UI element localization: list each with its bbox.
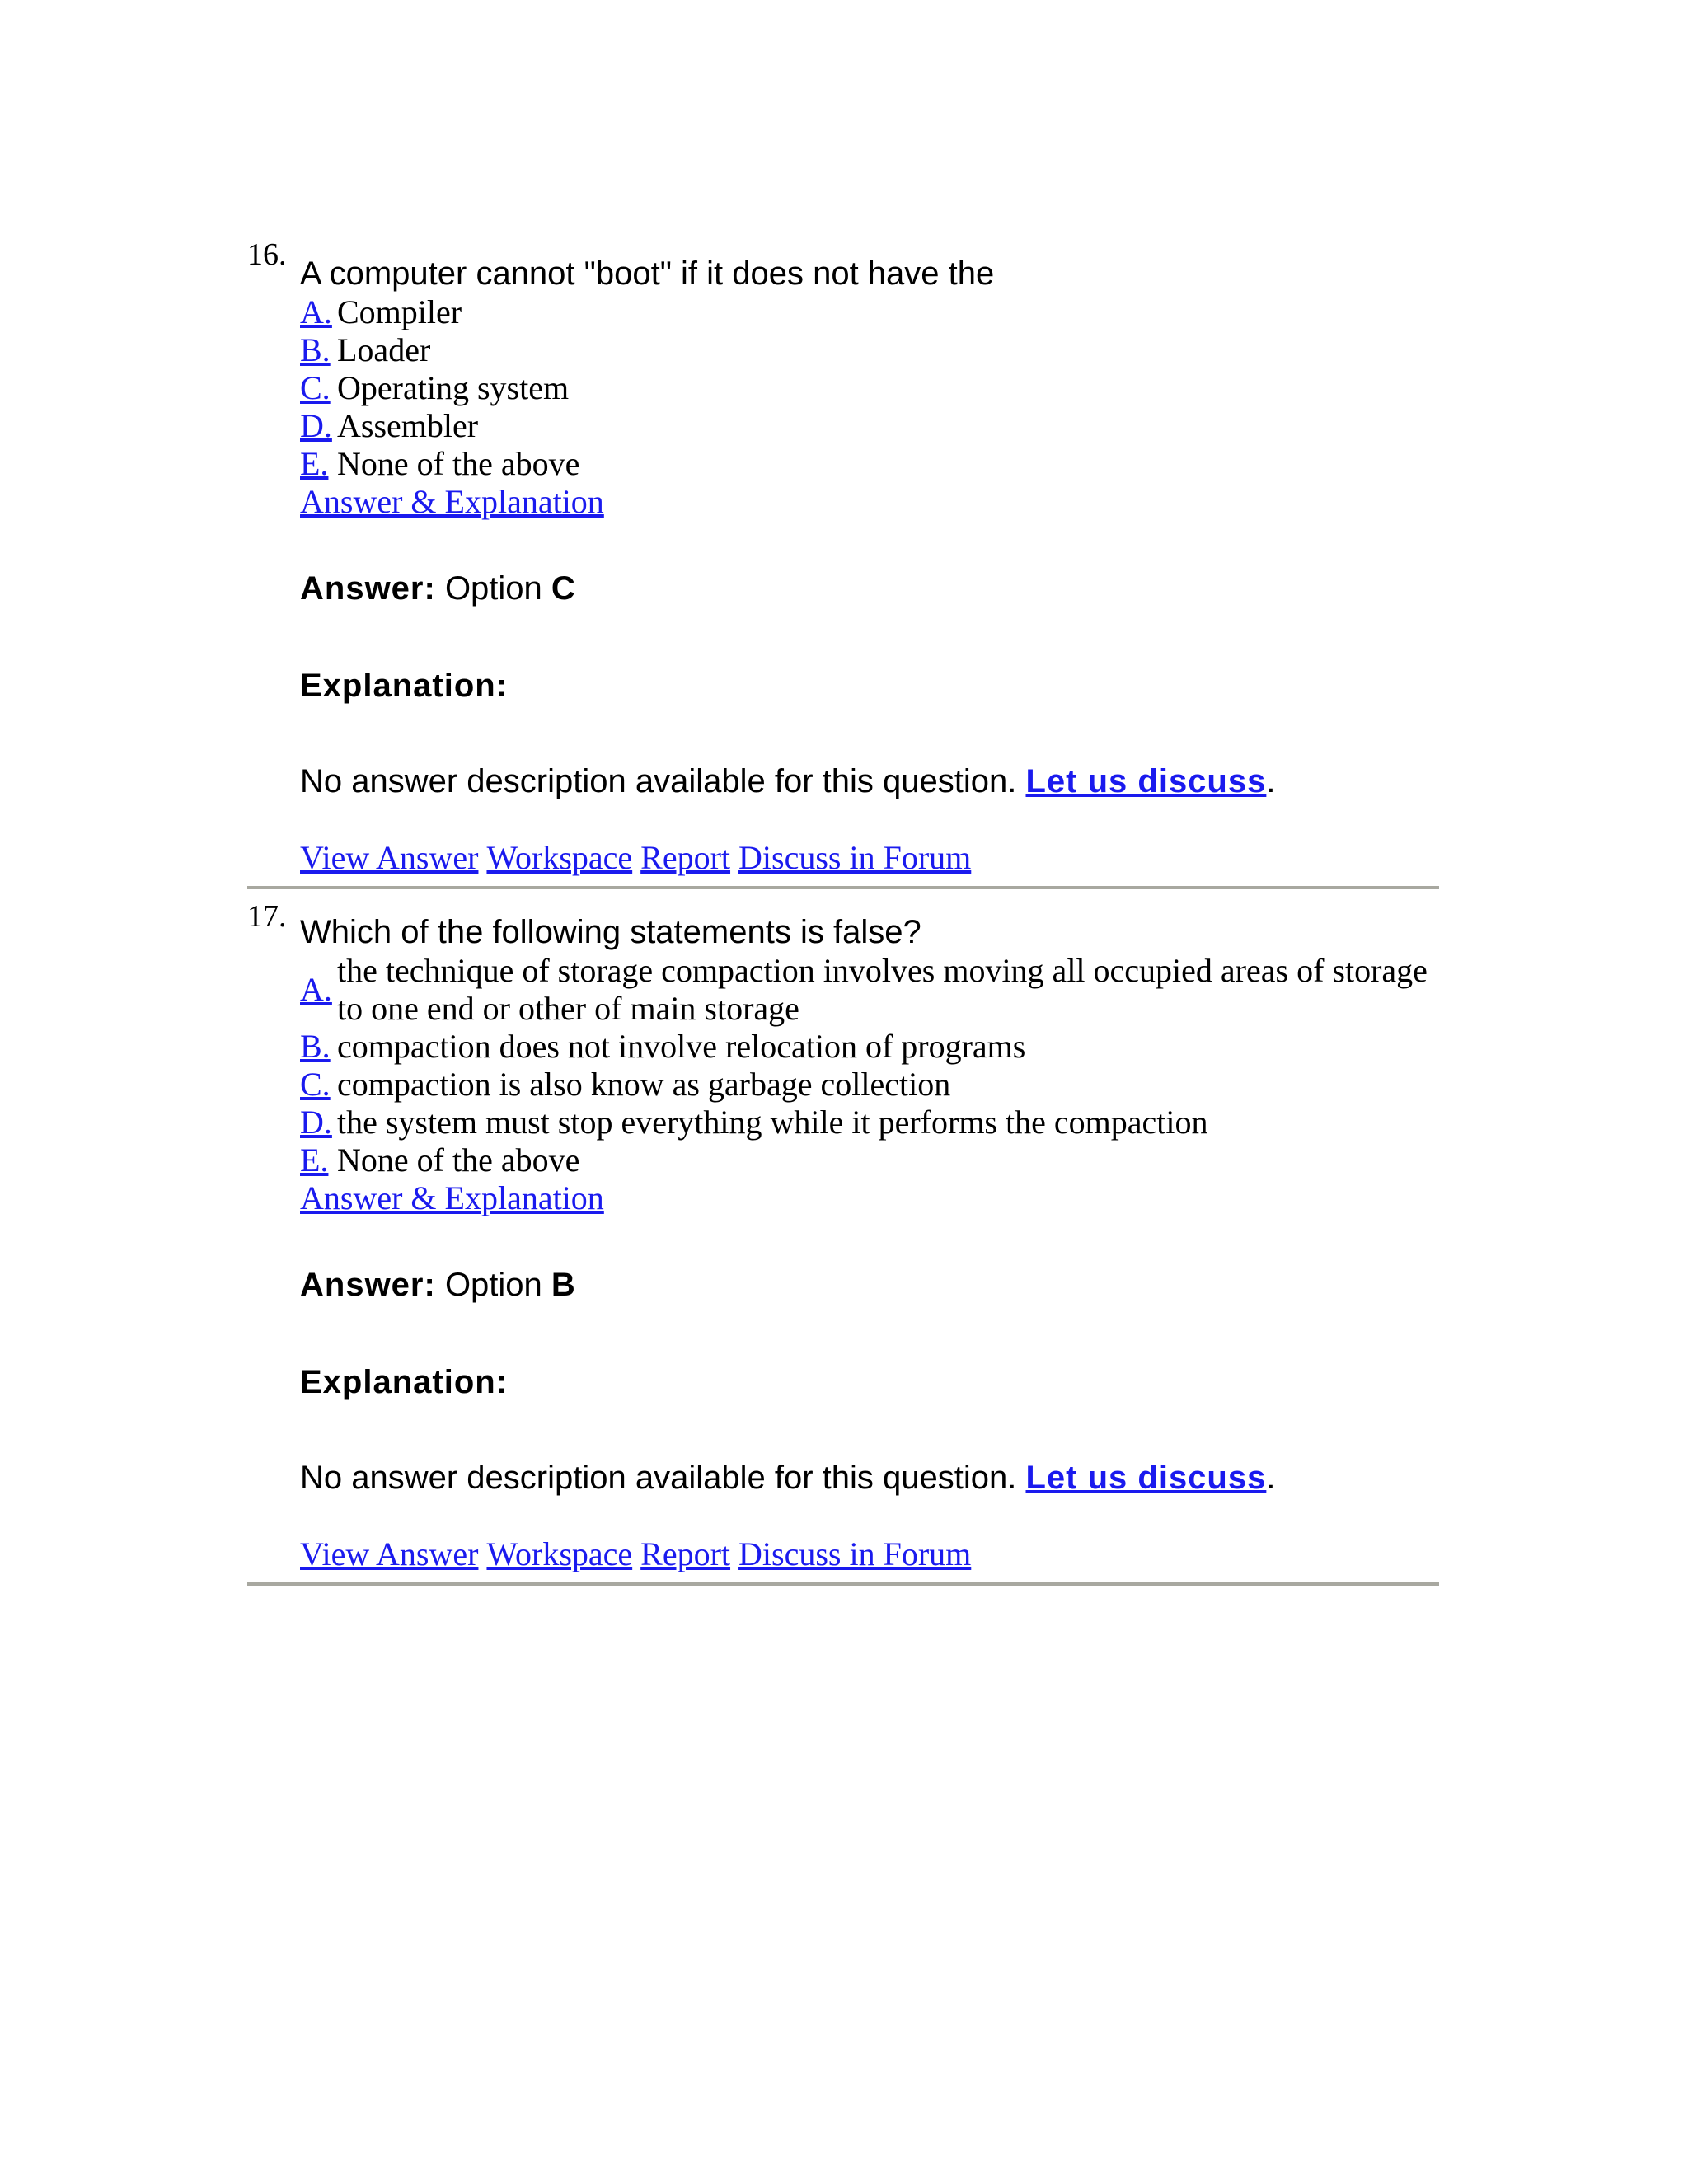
answer-label: Answer: <box>300 570 436 607</box>
answer-label: Answer: <box>300 1267 436 1303</box>
answer-prefix: Option <box>444 1267 542 1303</box>
option-b-link[interactable]: B. <box>300 331 331 368</box>
answer-line <box>300 572 1439 605</box>
question-body <box>300 889 1439 1581</box>
option-e-text: None of the above <box>337 1141 580 1179</box>
workspace-link[interactable]: Workspace <box>486 839 633 876</box>
option-b-text: Loader <box>337 331 431 368</box>
explanation-period: . <box>1266 763 1276 799</box>
option-c-text: Operating system <box>337 369 570 406</box>
option-e <box>300 1141 1439 1179</box>
let-us-discuss-link[interactable]: Let us discuss <box>1025 763 1267 799</box>
option-a <box>300 952 1439 1028</box>
question-body <box>300 239 1439 884</box>
option-e <box>300 445 1439 483</box>
explanation-text: No answer description available for this question. <box>300 1460 1017 1496</box>
option-d <box>300 1104 1439 1141</box>
explanation-text: No answer description available for this question. <box>300 763 1017 799</box>
answer-explanation-link[interactable]: Answer & Explanation <box>300 483 604 520</box>
view-answer-link[interactable]: View Answer <box>300 1535 479 1572</box>
workspace-link[interactable]: Workspace <box>486 1535 633 1572</box>
option-a-text: Compiler <box>337 293 462 330</box>
discuss-in-forum-link[interactable]: Discuss in Forum <box>738 1535 972 1572</box>
explanation-heading: Explanation: <box>300 668 509 704</box>
question-footer-links <box>300 1535 1439 1581</box>
report-link[interactable]: Report <box>640 839 731 876</box>
option-b-text: compaction does not involve relocation of programs <box>337 1028 1026 1065</box>
explanation-text-line <box>300 1461 1439 1494</box>
question-text: Which of the following statements is false? <box>300 914 921 950</box>
option-a <box>300 293 1439 331</box>
option-d-link[interactable]: D. <box>300 407 332 444</box>
explanation-period: . <box>1266 1460 1276 1496</box>
explanation-text-line <box>300 765 1439 798</box>
option-c-link[interactable]: C. <box>300 369 331 406</box>
question-list <box>247 239 1439 1586</box>
option-b <box>300 331 1439 369</box>
question-text: A computer cannot "boot" if it does not have the <box>300 255 995 292</box>
option-b <box>300 1028 1439 1066</box>
answer-explanation-link[interactable]: Answer & Explanation <box>300 1179 604 1216</box>
let-us-discuss-link[interactable]: Let us discuss <box>1025 1460 1267 1496</box>
option-c-text: compaction is also know as garbage collection <box>337 1066 951 1103</box>
option-d-link[interactable]: D. <box>300 1104 332 1141</box>
option-b-link[interactable]: B. <box>300 1028 331 1065</box>
discuss-in-forum-link[interactable]: Discuss in Forum <box>738 839 972 876</box>
option-a-text: the technique of storage compaction involves moving all occupied areas of storage to one end or other of main storage <box>337 952 1428 1027</box>
option-a-link[interactable]: A. <box>300 971 332 1008</box>
question-17 <box>247 889 1439 1586</box>
answer-letter: B <box>551 1267 575 1303</box>
answer-line <box>300 1268 1439 1301</box>
option-e-link[interactable]: E. <box>300 1141 329 1179</box>
option-a-link[interactable]: A. <box>300 293 332 330</box>
option-e-text: None of the above <box>337 445 580 482</box>
report-link[interactable]: Report <box>640 1535 731 1572</box>
explanation-heading: Explanation: <box>300 1364 509 1400</box>
view-answer-link[interactable]: View Answer <box>300 839 479 876</box>
option-e-link[interactable]: E. <box>300 445 329 482</box>
answer-letter: C <box>551 570 575 607</box>
option-c <box>300 1066 1439 1104</box>
option-c-link[interactable]: C. <box>300 1066 331 1103</box>
question-footer-links <box>300 839 1439 884</box>
option-d-text: Assembler <box>337 407 479 444</box>
question-number: 16. <box>247 237 287 272</box>
option-c <box>300 369 1439 407</box>
option-d <box>300 407 1439 445</box>
option-d-text: the system must stop everything while it performs the compaction <box>337 1104 1208 1141</box>
question-16 <box>247 239 1439 889</box>
question-number: 17. <box>247 899 287 934</box>
answer-prefix: Option <box>444 570 542 607</box>
